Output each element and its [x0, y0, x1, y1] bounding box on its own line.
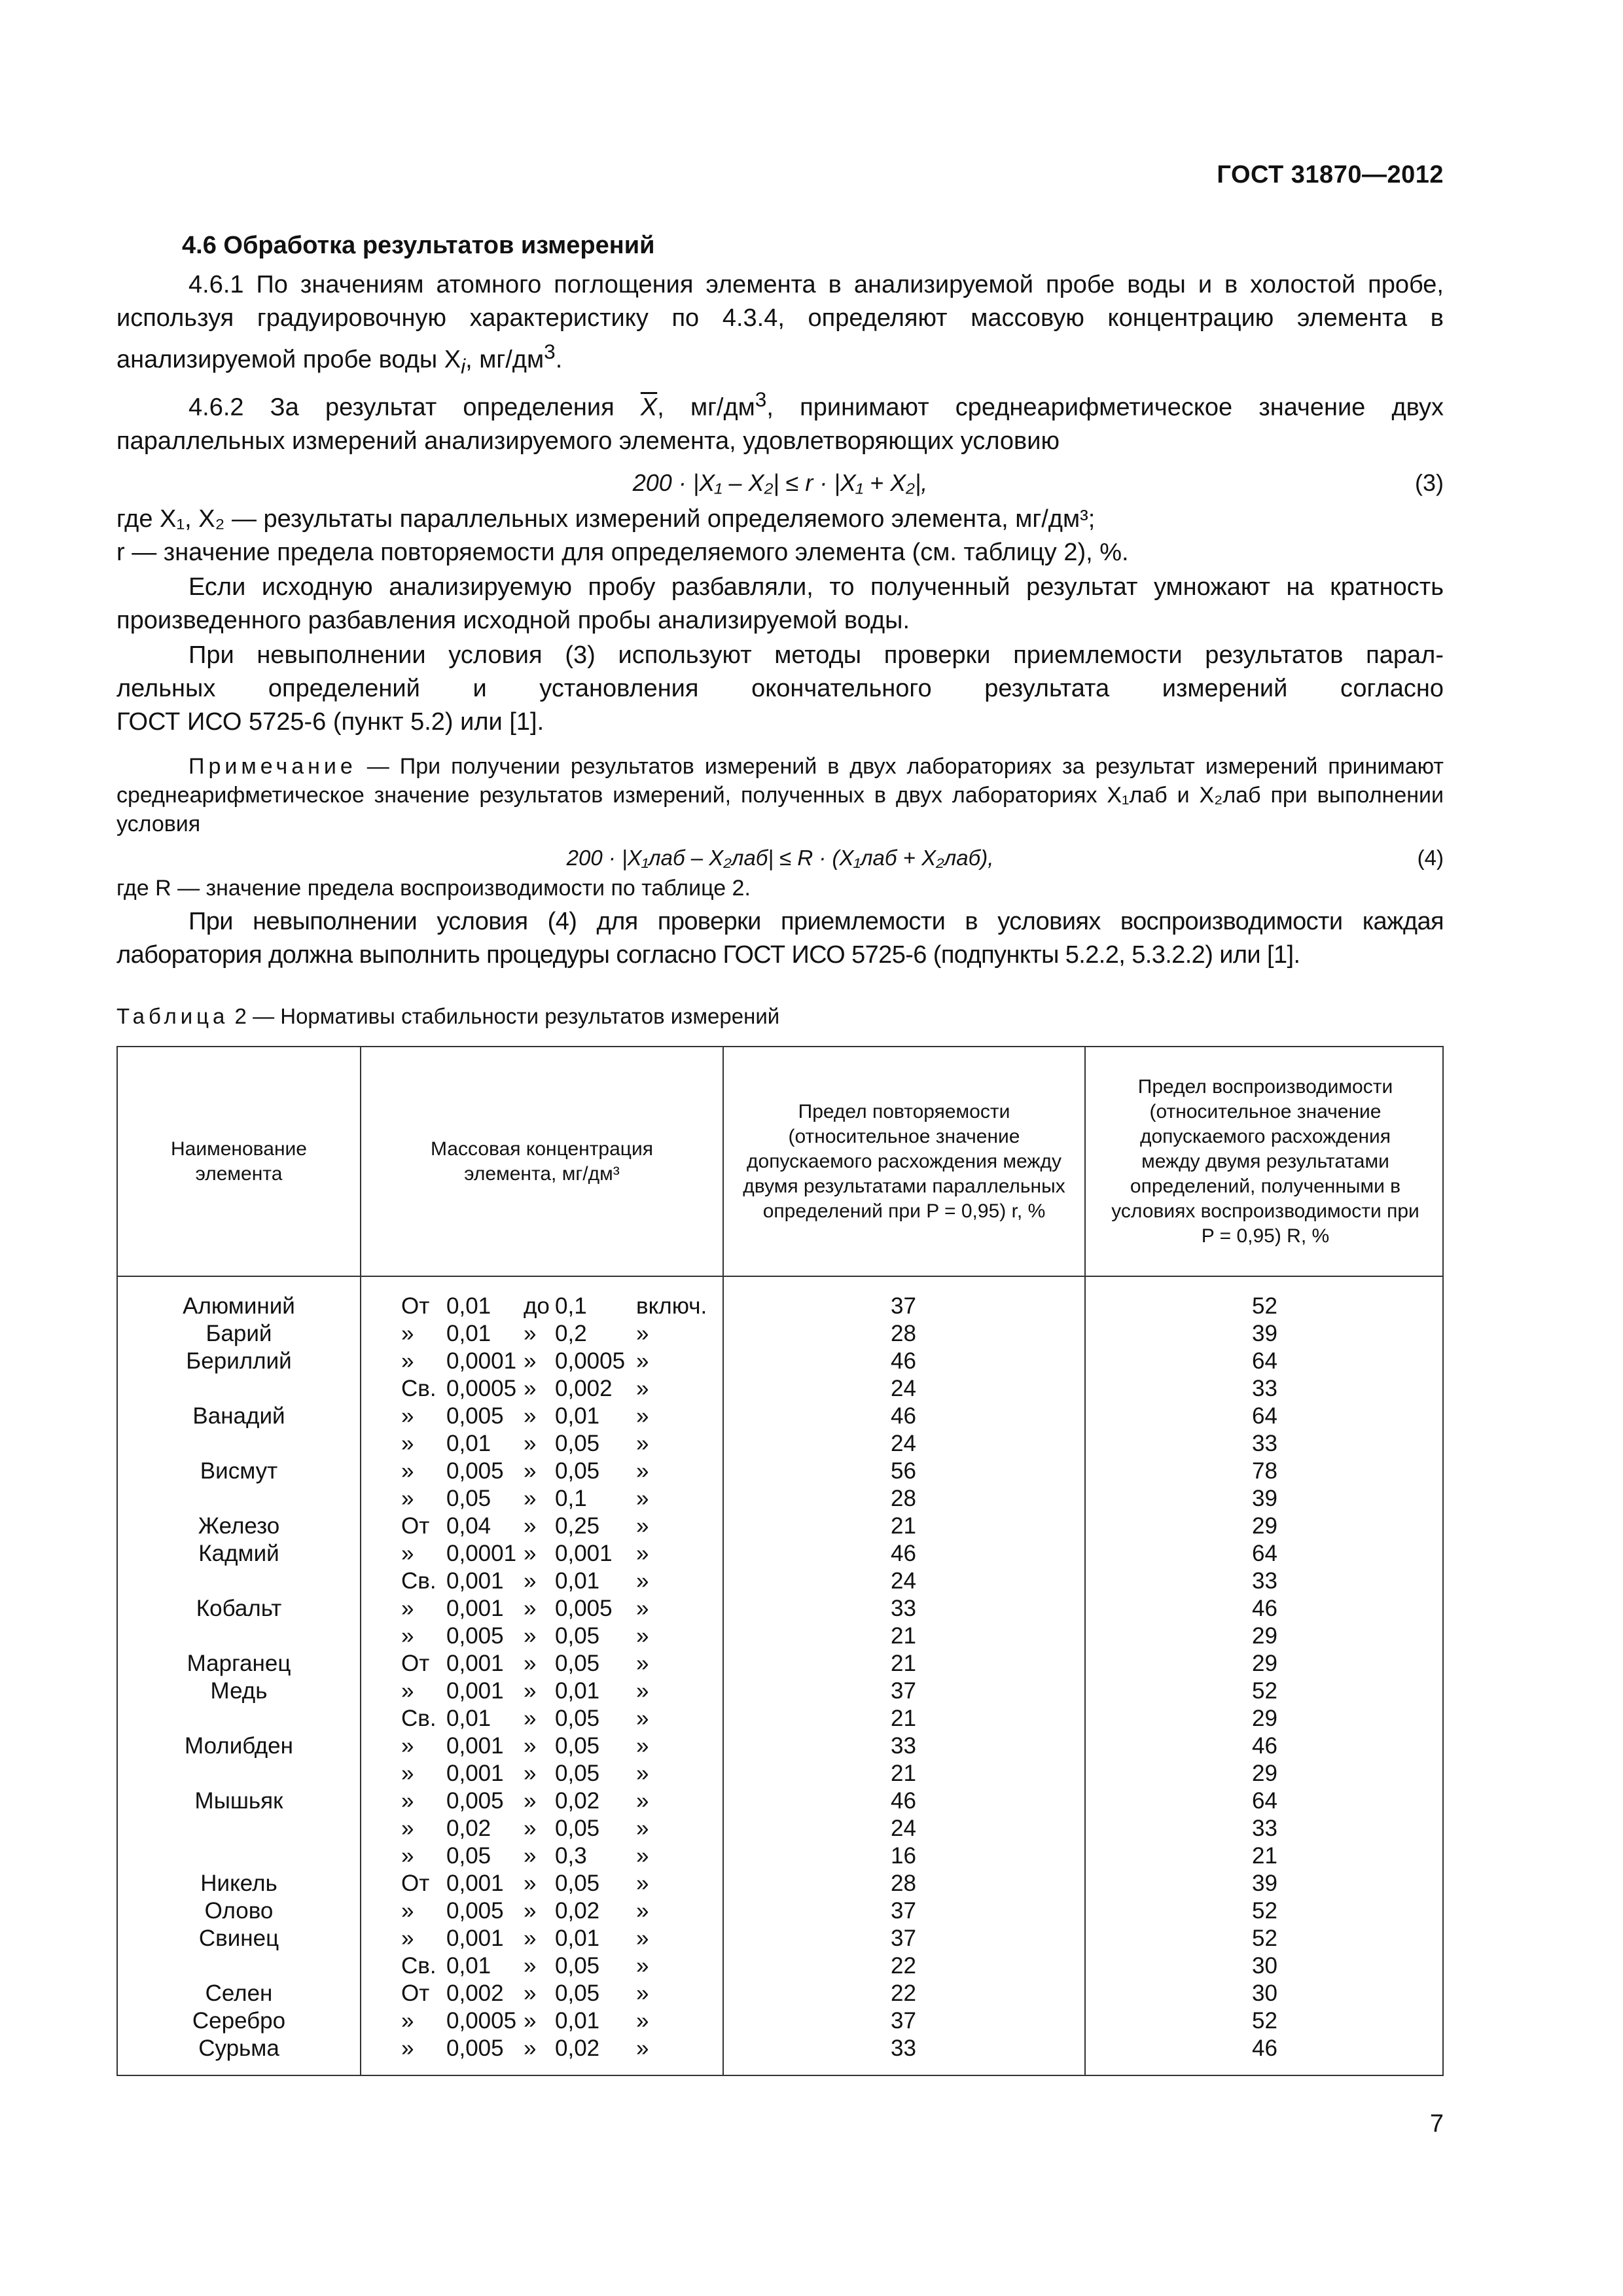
cell-R: 29: [1252, 1706, 1277, 1731]
cell-prefix: »: [401, 2008, 414, 2034]
cell-name: Марганец: [187, 1651, 291, 1676]
cell-m3: »: [636, 1898, 649, 1924]
table-row: [118, 1760, 1445, 1787]
paragraph-4-6-2: 4.6.2 За результат определения $\overline{X}$, $мг/дм^3$, принимают среднеарифметическое значение двух параллельных измерений анализируемого элемента, удовлетворяющих условию: [116, 387, 1444, 455]
cell-prefix: »: [401, 1788, 414, 1814]
cell-r: 21: [891, 1623, 916, 1649]
table-row: [118, 1623, 1445, 1650]
cell-r: 37: [891, 1926, 916, 1951]
cell-name: Медь: [210, 1678, 268, 1704]
cell-v2: 0,01: [555, 2008, 600, 2034]
cell-name: Барий: [205, 1321, 272, 1346]
cell-prefix: »: [401, 1733, 414, 1759]
cell-m3: »: [636, 1843, 649, 1869]
cell-r: 56: [891, 1458, 916, 1484]
cell-v2: 0,05: [555, 1651, 600, 1676]
cell-v2: 0,05: [555, 1761, 600, 1786]
table-row: [118, 1925, 1445, 1952]
table-row: [118, 1403, 1445, 1430]
table-row: [118, 1375, 1445, 1403]
cell-v2: 0,1: [555, 1293, 587, 1319]
cell-m2: »: [524, 1651, 537, 1676]
cell-m3: »: [636, 1871, 649, 1896]
cell-prefix: »: [401, 1816, 414, 1841]
cell-m2: »: [524, 2036, 537, 2061]
cell-m2: »: [524, 1953, 537, 1979]
cell-R: 46: [1252, 1733, 1277, 1759]
cell-name: Ванадий: [192, 1403, 285, 1429]
cell-m2: »: [524, 1678, 537, 1704]
cell-m2: »: [524, 1321, 537, 1346]
table-caption: Таблица 2 — Нормативы стабильности результатов измерений: [116, 1004, 780, 1028]
cell-v1: 0,005: [446, 1458, 504, 1484]
cell-R: 39: [1252, 1321, 1277, 1346]
cell-r: 24: [891, 1431, 916, 1456]
cell-m3: »: [636, 1788, 649, 1814]
cell-prefix: »: [401, 1431, 414, 1456]
cell-m3: »: [636, 1486, 649, 1511]
table-row: [118, 1842, 1445, 1870]
cell-v2: 0,1: [555, 1486, 587, 1511]
cell-R: 64: [1252, 1788, 1277, 1814]
cell-R: 33: [1252, 1568, 1277, 1594]
cell-prefix: »: [401, 1403, 414, 1429]
cell-v1: 0,001: [446, 1761, 504, 1786]
cell-v1: 0,001: [446, 1596, 504, 1621]
cell-R: 39: [1252, 1871, 1277, 1896]
cell-R: 29: [1252, 1761, 1277, 1786]
table-row: [118, 2035, 1445, 2062]
table-row: [118, 1705, 1445, 1732]
cell-m3: »: [636, 1981, 649, 2006]
cell-prefix: От: [401, 1871, 430, 1896]
cell-name: Серебро: [192, 2008, 286, 2034]
cell-m3: »: [636, 1651, 649, 1676]
cell-m3: »: [636, 1953, 649, 1979]
cell-v2: 0,05: [555, 1816, 600, 1841]
cell-R: 52: [1252, 1678, 1277, 1704]
cell-name: Алюминий: [183, 1293, 295, 1319]
cell-m3: »: [636, 2008, 649, 2034]
cell-prefix: »: [401, 1541, 414, 1566]
cell-prefix: »: [401, 1843, 414, 1869]
cell-m3: »: [636, 1348, 649, 1374]
cell-r: 37: [891, 1678, 916, 1704]
cell-prefix: Св.: [401, 1376, 437, 1401]
cell-v2: 0,02: [555, 1788, 600, 1814]
cell-prefix: »: [401, 1321, 414, 1346]
cell-v2: 0,05: [555, 1733, 600, 1759]
cell-m3: »: [636, 1376, 649, 1401]
header-divider: [118, 1276, 1442, 1277]
cell-m2: »: [524, 1898, 537, 1924]
cell-R: 39: [1252, 1486, 1277, 1511]
cell-m2: »: [524, 1458, 537, 1484]
cell-v1: 0,001: [446, 1651, 504, 1676]
paragraph-dilution: Если исходную анализируемую пробу разбавляли, то полученный результат умножают на кратность произведенного разбавления исходной пробы анализируемой воды.: [116, 573, 1444, 634]
cell-prefix: »: [401, 1926, 414, 1951]
paragraph-condition-3-line3: ГОСТ ИСО 5725-6 (пункт 5.2) или [1].: [116, 708, 544, 736]
paragraph-condition-3-line1: При невыполнении условия (3) используют методы проверки приемлемости результатов парал-: [188, 641, 1444, 669]
cell-prefix: Св.: [401, 1706, 437, 1731]
cell-v1: 0,01: [446, 1953, 491, 1979]
cell-m3: »: [636, 1596, 649, 1621]
where-r: r — значение предела повторяемости для определяемого элемента (см. таблицу 2), %.: [116, 538, 1129, 566]
cell-m3: »: [636, 1678, 649, 1704]
cell-R: 64: [1252, 1403, 1277, 1429]
cell-m3: »: [636, 1816, 649, 1841]
header-repeatability: Предел повторяемости (относительное значение допускаемого расхождения между двумя результатами параллельных определений при P = 0,95) r, %: [743, 1100, 1065, 1222]
document-page: [116, 0, 1444, 2296]
cell-R: 78: [1252, 1458, 1277, 1484]
cell-v1: 0,01: [446, 1706, 491, 1731]
cell-m2: »: [524, 1788, 537, 1814]
table-row: [118, 1870, 1445, 1897]
cell-m2: »: [524, 1403, 537, 1429]
cell-v2: 0,05: [555, 1981, 600, 2006]
cell-prefix: Св.: [401, 1953, 437, 1979]
table-row: [118, 1513, 1445, 1540]
cell-prefix: »: [401, 1596, 414, 1621]
cell-v1: 0,01: [446, 1431, 491, 1456]
cell-v1: 0,001: [446, 1733, 504, 1759]
table-row: [118, 1568, 1445, 1595]
cell-v1: 0,001: [446, 1568, 504, 1594]
cell-prefix: »: [401, 1486, 414, 1511]
cell-m2: »: [524, 1706, 537, 1731]
page-number: 7: [1429, 2110, 1444, 2138]
table-row: [118, 1540, 1445, 1568]
cell-r: 46: [891, 1541, 916, 1566]
cell-R: 52: [1252, 1926, 1277, 1951]
cell-name: Кадмий: [198, 1541, 279, 1566]
header-element: Наименование элемента: [171, 1138, 307, 1185]
cell-v2: 0,05: [555, 1458, 600, 1484]
section-title: 4.6 Обработка результатов измерений: [182, 232, 655, 259]
cell-r: 22: [891, 1953, 916, 1979]
table-row: [118, 1458, 1445, 1485]
cell-m2: »: [524, 1926, 537, 1951]
cell-v1: 0,001: [446, 1871, 504, 1896]
cell-prefix: От: [401, 1293, 430, 1319]
cell-name: Кобальт: [196, 1596, 282, 1621]
cell-v2: 0,25: [555, 1513, 600, 1539]
cell-R: 52: [1252, 1293, 1277, 1319]
table-row: [118, 2007, 1445, 2035]
cell-v1: 0,005: [446, 1898, 504, 1924]
cell-name: Висмут: [200, 1458, 278, 1484]
cell-prefix: От: [401, 1513, 430, 1539]
cell-m3: »: [636, 1403, 649, 1429]
cell-R: 46: [1252, 2036, 1277, 2061]
cell-name: Никель: [200, 1871, 277, 1896]
cell-prefix: »: [401, 1678, 414, 1704]
cell-R: 30: [1252, 1981, 1277, 2006]
cell-name: Мышьяк: [194, 1788, 283, 1814]
cell-v1: 0,05: [446, 1486, 491, 1511]
table-row: [118, 1348, 1445, 1375]
table-row: [118, 1485, 1445, 1513]
cell-r: 24: [891, 1816, 916, 1841]
cell-r: 22: [891, 1981, 916, 2006]
cell-r: 28: [891, 1321, 916, 1346]
cell-name: Свинец: [198, 1926, 279, 1951]
header-reproducibility: Предел воспроизводимости (относительное значение допускаемого расхождения между двумя результатами определений, полученными в условиях воспроизводимости при P = 0,95) R, %: [1111, 1075, 1419, 1247]
cell-m2: »: [524, 1541, 537, 1566]
cell-v2: 0,05: [555, 1706, 600, 1731]
cell-v2: 0,3: [555, 1843, 587, 1869]
body-text: [116, 268, 1444, 972]
header-concentration: Массовая концентрация элемента, мг/дм³: [430, 1138, 653, 1185]
cell-v2: 0,02: [555, 1898, 600, 1924]
cell-v1: 0,0005: [446, 2008, 517, 2034]
cell-v1: 0,005: [446, 1623, 504, 1649]
cell-m3: »: [636, 1513, 649, 1539]
cell-r: 21: [891, 1706, 916, 1731]
cell-R: 46: [1252, 1596, 1277, 1621]
cell-prefix: Св.: [401, 1568, 437, 1594]
cell-r: 37: [891, 1898, 916, 1924]
paragraph-4-6-1: 4.6.1 По значениям атомного поглощения элемента в анализируемой пробе воды и в холостой пробе, используя градуировочную характеристику по 4.3.4, определяют массовую концентрацию элемента в анализируемой пробе воды $X_i$, $мг/дм^3$.: [116, 271, 1444, 378]
cell-prefix: »: [401, 2036, 414, 2061]
cell-R: 21: [1252, 1843, 1277, 1869]
cell-v2: 0,005: [555, 1596, 613, 1621]
cell-v2: 0,02: [555, 2036, 600, 2061]
cell-m3: »: [636, 1733, 649, 1759]
cell-m2: »: [524, 1981, 537, 2006]
cell-v1: 0,0001: [446, 1348, 517, 1374]
cell-r: 33: [891, 2036, 916, 2061]
where-x1-x2: где X₁, X₂ — результаты параллельных измерений определяемого элемента, мг/дм³;: [116, 505, 1096, 533]
cell-name: Сурьма: [198, 2036, 279, 2061]
table-row: [118, 1430, 1445, 1458]
cell-m3: »: [636, 1431, 649, 1456]
cell-v2: 0,001: [555, 1541, 613, 1566]
cell-m2: »: [524, 1348, 537, 1374]
cell-v1: 0,005: [446, 2036, 504, 2061]
cell-v1: 0,04: [446, 1513, 491, 1539]
cell-prefix: »: [401, 1623, 414, 1649]
note: Примечание — При получении результатов измерений в двух лабораториях за результат измерений принимают среднеарифметическое значение результатов измерений, полученных в двух лабораториях X₁лаб и X₂лаб при выполнении условия: [116, 753, 1444, 836]
cell-r: 46: [891, 1403, 916, 1429]
cell-r: 28: [891, 1486, 916, 1511]
cell-v1: 0,01: [446, 1293, 491, 1319]
cell-prefix: »: [401, 1458, 414, 1484]
formula-3-number: (3): [1415, 469, 1444, 496]
cell-r: 21: [891, 1513, 916, 1539]
table-row: [118, 1677, 1445, 1705]
cell-m2: »: [524, 1761, 537, 1786]
cell-prefix: »: [401, 1348, 414, 1374]
table-row: [118, 1320, 1445, 1348]
cell-v2: 0,01: [555, 1678, 600, 1704]
table-row: [118, 1952, 1445, 1980]
cell-name: Молибден: [185, 1733, 293, 1759]
cell-R: 64: [1252, 1348, 1277, 1374]
cell-v2: 0,0005: [555, 1348, 626, 1374]
cell-v2: 0,05: [555, 1953, 600, 1979]
cell-v1: 0,001: [446, 1926, 504, 1951]
cell-m2: »: [524, 1843, 537, 1869]
cell-m2: »: [524, 1486, 537, 1511]
cell-m3: »: [636, 1321, 649, 1346]
cell-m2: »: [524, 1568, 537, 1594]
cell-r: 46: [891, 1348, 916, 1374]
formula-4: 200 · |X₁лаб – X₂лаб| ≤ R · (X₁лаб + X₂лаб), (4): [116, 838, 1444, 878]
cell-v2: 0,2: [555, 1321, 587, 1346]
table-row: [118, 1897, 1445, 1925]
cell-prefix: »: [401, 1761, 414, 1786]
cell-R: 29: [1252, 1513, 1277, 1539]
table-row: [118, 1650, 1445, 1677]
table-row: [118, 1732, 1445, 1760]
cell-v1: 0,02: [446, 1816, 491, 1841]
cell-m3: »: [636, 1458, 649, 1484]
cell-prefix: От: [401, 1651, 430, 1676]
cell-prefix: »: [401, 1898, 414, 1924]
cell-R: 30: [1252, 1953, 1277, 1979]
cell-m2: »: [524, 2008, 537, 2034]
cell-m3: »: [636, 2036, 649, 2061]
cell-m2: »: [524, 1733, 537, 1759]
cell-m3: »: [636, 1568, 649, 1594]
table-row: [118, 1980, 1445, 2007]
cell-m2: »: [524, 1871, 537, 1896]
cell-v2: 0,002: [555, 1376, 613, 1401]
cell-v1: 0,001: [446, 1678, 504, 1704]
cell-v1: 0,0001: [446, 1541, 517, 1566]
cell-r: 46: [891, 1788, 916, 1814]
formula-4-number: (4): [1417, 845, 1444, 870]
cell-name: Олово: [204, 1898, 274, 1924]
cell-m2: »: [524, 1816, 537, 1841]
cell-m3: »: [636, 1623, 649, 1649]
where-R: где R — значение предела воспроизводимости по таблице 2.: [116, 875, 751, 901]
cell-R: 52: [1252, 2008, 1277, 2034]
cell-m3: включ.: [636, 1293, 707, 1319]
cell-v1: 0,01: [446, 1321, 491, 1346]
document-id: ГОСТ 31870—2012: [1217, 161, 1444, 188]
cell-r: 21: [891, 1761, 916, 1786]
cell-R: 64: [1252, 1541, 1277, 1566]
cell-m2: до: [524, 1293, 550, 1319]
cell-r: 33: [891, 1596, 916, 1621]
cell-r: 37: [891, 2008, 916, 2034]
cell-v1: 0,005: [446, 1403, 504, 1429]
cell-v2: 0,01: [555, 1568, 600, 1594]
cell-R: 52: [1252, 1898, 1277, 1924]
cell-m3: »: [636, 1926, 649, 1951]
table-row: [118, 1293, 1445, 1320]
cell-r: 37: [891, 1293, 916, 1319]
paragraph-condition-3-line2: лельных определений и установления окончательного результата измерений согласно: [116, 674, 1444, 702]
cell-m3: »: [636, 1761, 649, 1786]
cell-R: 33: [1252, 1376, 1277, 1401]
paragraph-condition-4: При невыполнении условия (4) для проверки приемлемости в условиях воспроизводимости каждая лаборатория должна выполнить процедуры согласно ГОСТ ИСО 5725-6 (подпункты 5.2.2, 5.3.2.2) или [1].: [116, 907, 1444, 969]
cell-R: 33: [1252, 1431, 1277, 1456]
cell-name: Бериллий: [186, 1348, 292, 1374]
cell-m2: »: [524, 1596, 537, 1621]
cell-m2: »: [524, 1513, 537, 1539]
cell-m2: »: [524, 1431, 537, 1456]
cell-name: Селен: [205, 1981, 273, 2006]
cell-prefix: От: [401, 1981, 430, 2006]
cell-v1: 0,05: [446, 1843, 491, 1869]
table-row: [118, 1787, 1445, 1815]
cell-v1: 0,002: [446, 1981, 504, 2006]
cell-R: 29: [1252, 1623, 1277, 1649]
cell-name: Железо: [198, 1513, 280, 1539]
cell-m3: »: [636, 1541, 649, 1566]
cell-m2: »: [524, 1376, 537, 1401]
cell-R: 29: [1252, 1651, 1277, 1676]
cell-r: 16: [891, 1843, 916, 1869]
stability-norms-table: [116, 1046, 1444, 2076]
cell-r: 24: [891, 1376, 916, 1401]
cell-m3: »: [636, 1706, 649, 1731]
table-row: [118, 1595, 1445, 1623]
cell-v2: 0,05: [555, 1623, 600, 1649]
table-row: [118, 1815, 1445, 1842]
cell-v2: 0,05: [555, 1431, 600, 1456]
cell-r: 28: [891, 1871, 916, 1896]
cell-R: 33: [1252, 1816, 1277, 1841]
cell-v2: 0,01: [555, 1926, 600, 1951]
cell-v2: 0,05: [555, 1871, 600, 1896]
cell-r: 24: [891, 1568, 916, 1594]
cell-v1: 0,0005: [446, 1376, 517, 1401]
cell-m2: »: [524, 1623, 537, 1649]
cell-r: 21: [891, 1651, 916, 1676]
formula-3: 200 · |X₁ – X₂| ≤ r · |X₁ + X₂|, (3): [116, 463, 1444, 503]
cell-v2: 0,01: [555, 1403, 600, 1429]
cell-r: 33: [891, 1733, 916, 1759]
cell-v1: 0,005: [446, 1788, 504, 1814]
